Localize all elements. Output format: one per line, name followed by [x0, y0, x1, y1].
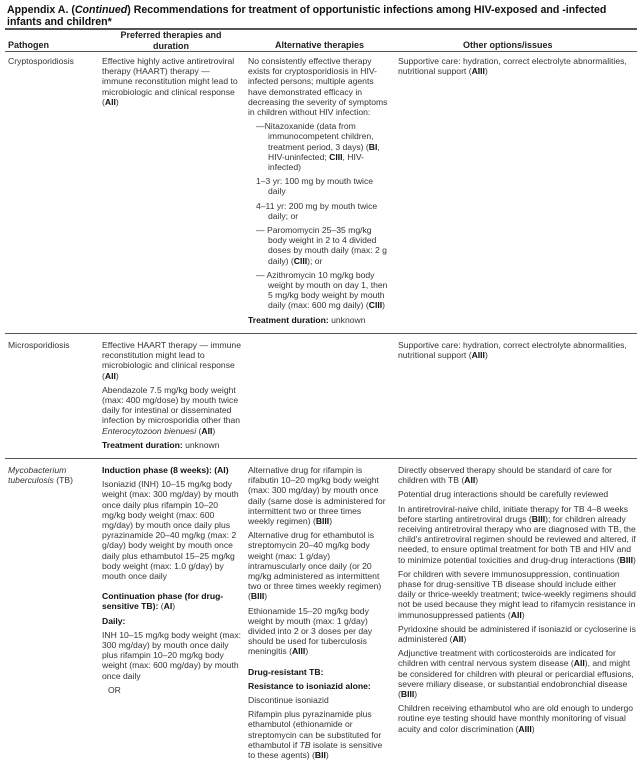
text-segment: ) — [382, 300, 386, 311]
paragraph — [102, 440, 242, 450]
text-segment: BI — [368, 141, 378, 152]
text-segment: unknown — [328, 314, 366, 325]
text-segment: ( — [196, 425, 202, 436]
paragraph — [102, 685, 242, 695]
text-segment: TB — [299, 739, 311, 750]
text-segment: ); for children already receiving antiretroviral therapy who are diagnosed with TB, the child's antiretroviral regimen should be reviewed and altered, if needed, to ensure optimal treatment for both TB and HIV and to minimize potential toxicities and drug-drug interactions ( — [398, 513, 636, 565]
text-segment: ) — [484, 350, 488, 361]
paragraph — [248, 201, 388, 221]
paragraph — [398, 465, 636, 485]
text-segment: Treatment duration: — [248, 314, 329, 325]
text-segment: — Azithromycin 10 mg/kg body weight by mouth on day 1, then 5 mg/kg body weight by mouth daily (max: 600 mg daily) ( — [256, 269, 388, 311]
text-segment: Enterocytozoon bienuesi — [102, 425, 197, 436]
paragraph — [248, 270, 388, 311]
text-segment: Adjunctive treatment with corticosteroids are indicated for children with central nervous system disease ( — [398, 648, 616, 669]
text-segment: BIII — [250, 591, 265, 602]
cell-other — [398, 465, 636, 738]
title-prefix: Appendix A. ( — [7, 4, 75, 16]
paragraph — [8, 56, 98, 66]
text-segment: No consistently effective therapy exists for cryptosporidiosis in HIV-infected persons; multiple agents have demonstrated efficacy in decreasing the severity of symptoms in children without HIV infection: — [248, 56, 388, 118]
text-segment: Daily: — [102, 615, 126, 626]
paragraph — [102, 465, 242, 475]
text-segment: AI — [163, 601, 173, 612]
text-segment: AIII — [518, 723, 532, 734]
header-other: Other options/issues — [463, 40, 553, 50]
text-segment: CIII — [368, 300, 383, 311]
paragraph — [8, 340, 98, 350]
paragraph — [248, 695, 388, 705]
paragraph — [248, 667, 388, 677]
header-rule — [5, 51, 637, 52]
text-segment: AIII — [471, 66, 485, 77]
paragraph — [398, 340, 636, 360]
text-segment: Alternative drug for rifampin is rifabutin 10–20 mg/kg body weight (max: 300 mg/day) by mouth once daily (same dose is administered for intermittent two or three times weekly regimen) ( — [248, 465, 386, 527]
paragraph — [102, 616, 242, 626]
text-segment: ) — [484, 66, 488, 77]
paragraph — [102, 340, 242, 381]
text-segment: AII — [104, 96, 116, 107]
text-segment: ); or — [307, 255, 323, 266]
text-segment: Ethionamide 15–20 mg/kg body weight by mouth (max: 1 g/day) divided into 2 or 3 doses per day should be used for tuberculosis meningitis ( — [248, 605, 373, 657]
text-segment: BIII — [531, 513, 546, 524]
paragraph — [102, 56, 242, 107]
text-segment: Directly observed therapy should be standard of care for children with TB ( — [398, 465, 613, 486]
paragraph — [398, 703, 636, 734]
row-rule — [5, 333, 637, 334]
text-segment: Potential drug interactions should be carefully reviewed — [398, 489, 609, 500]
text-segment: ) — [521, 609, 525, 620]
text-segment: BIII — [400, 689, 415, 700]
cell-preferred — [102, 340, 242, 454]
text-segment: Induction phase (8 weeks): ( — [102, 465, 218, 475]
text-segment: ) — [531, 723, 535, 734]
paragraph — [248, 176, 388, 196]
cell-other — [398, 56, 636, 80]
text-segment: Microsporidiosis — [8, 340, 70, 350]
text-segment: ) — [212, 425, 216, 436]
text-segment: ) — [475, 475, 479, 486]
paragraph — [398, 569, 636, 620]
paragraph — [248, 465, 388, 526]
paragraph — [248, 606, 388, 657]
text-segment: CIII — [293, 255, 308, 266]
text-segment: AII — [104, 370, 116, 381]
text-segment: Mycobacterium tuberculosis — [8, 465, 67, 486]
header-alternative: Alternative therapies — [275, 40, 365, 50]
cell-pathogen — [8, 340, 98, 354]
text-segment: In antiretroviral-naive child, initiate therapy for TB 4–8 weeks before starting antiretroviral drugs ( — [398, 503, 629, 524]
text-segment: ) — [225, 465, 229, 475]
paragraph — [398, 56, 636, 76]
text-segment: —Nitazoxanide (data from immunocompetent children, treatment period, 3 days) ( — [256, 121, 374, 152]
top-rule — [5, 28, 637, 30]
paragraph — [102, 591, 242, 611]
header-pathogen: Pathogen — [8, 40, 50, 50]
text-segment: AIII — [471, 350, 485, 361]
title-text: ) Recommendations for treatment of opportunistic infections among HIV-exposed and -infected infants and children* — [7, 4, 607, 28]
paragraph — [398, 624, 636, 644]
text-segment: Cryptosporidiosis — [8, 56, 74, 66]
text-segment: 4–11 yr: 200 mg by mouth twice daily; or — [256, 200, 378, 221]
text-segment: ) — [115, 96, 119, 107]
paragraph — [398, 648, 636, 699]
text-segment: ) — [305, 646, 309, 657]
text-segment: — Paromomycin 25–35 mg/kg body weight in 2 to 4 divided doses by mouth daily (max: 2 g daily) ( — [256, 225, 387, 266]
text-segment: AII — [201, 425, 213, 436]
text-segment: Rifampin plus pyrazinamide plus ethambutol (ethionamide or streptomycin can be substituted for ethambutol if — [248, 709, 382, 750]
paragraph — [102, 630, 242, 681]
text-segment: ( — [160, 601, 164, 612]
header-preferred: Preferred therapies and duration — [120, 30, 222, 51]
text-segment: ) — [633, 554, 636, 565]
cell-alternative — [248, 56, 388, 329]
paragraph — [8, 465, 98, 485]
paragraph — [248, 121, 388, 172]
text-segment: ) — [325, 750, 329, 761]
text-segment: BII — [314, 750, 326, 761]
table-title — [7, 4, 637, 28]
cell-pathogen — [8, 56, 98, 70]
text-segment: Effective HAART therapy — immune reconstitution might lead to microbiologic and clinical response ( — [102, 340, 241, 381]
text-segment: unknown — [182, 439, 220, 450]
text-segment: AII — [452, 634, 464, 645]
text-segment: ) — [172, 601, 176, 612]
paragraph — [248, 530, 388, 601]
text-segment: Discontinue isoniazid — [248, 695, 329, 706]
text-segment: Treatment duration: — [102, 439, 183, 450]
row-rule — [5, 458, 637, 459]
paragraph — [248, 709, 388, 760]
text-segment: AII — [510, 609, 522, 620]
text-segment: ) — [115, 370, 119, 381]
text-segment: isolate is sensitive to these agents) ( — [248, 739, 383, 761]
text-segment: BIII — [315, 516, 330, 527]
text-segment: ) — [414, 689, 418, 700]
text-segment: AI — [217, 465, 226, 475]
text-segment: , HIV-uninfected; — [268, 141, 380, 162]
text-segment: For children with severe immunosuppression, continuation phase for drug-sensitive TB disease should include either daily or thrice-weekly treatment; twice-weekly regimens should not be used because they might lead to rifamycin resistance in immunosuppressed patients ( — [398, 568, 636, 620]
text-segment: Supportive care: hydration, correct electrolyte abnormalities, nutritional support ( — [398, 340, 627, 361]
text-segment: Alternative drug for ethambutol is streptomycin 20–40 mg/kg body weight (max: 1 g/day) intramuscularly once daily (or 20 mg/kg administered as intermittent two or three times weekly regimen) ( — [248, 530, 382, 602]
text-segment: (TB) — [53, 475, 73, 486]
paragraph — [102, 385, 242, 436]
cell-alternative — [248, 465, 388, 764]
text-segment: 1–3 yr: 100 mg by mouth twice daily — [256, 176, 374, 197]
text-segment: ), and might be considered for children with pleural or pericardial effusions, severe miliary disease, or substantial endobronchial disease ( — [398, 658, 634, 700]
text-segment: ) — [329, 516, 333, 527]
text-segment: Isoniazid (INH) 10–15 mg/kg body weight (max: 300 mg/day) by mouth once daily plus rifampin 10–20 mg/kg body weight (max: 600 mg/day) by mouth once daily plus pyrazinamide 20–40 mg/kg (max: 2 g/day) body weight by mouth once daily plus ethambutol 15–25 mg/kg body weight (max: 1.0 g/day) by mouth once daily — [102, 479, 239, 582]
paragraph — [102, 479, 242, 581]
text-segment: AII — [464, 475, 476, 486]
paragraph — [398, 489, 636, 499]
paragraph — [398, 504, 636, 565]
paragraph — [248, 225, 388, 266]
text-segment: Supportive care: hydration, correct electrolyte abnormalities, nutritional support ( — [398, 56, 627, 77]
text-segment: OR — [108, 684, 121, 695]
text-segment: ) — [463, 634, 467, 645]
cell-preferred — [102, 465, 242, 699]
text-segment: Abendazole 7.5 mg/kg body weight (max: 400 mg/dose) by mouth twice daily for intestinal or disseminated infection by microsporidia other than — [102, 384, 241, 426]
text-segment: INH 10–15 mg/kg body weight (max: 300 mg/day) by mouth once daily plus rifampin 10–20 mg/kg body weight (max: 600 mg/day) by mouth once daily — [102, 629, 241, 681]
paragraph — [248, 315, 388, 325]
text-segment: BIII — [619, 554, 634, 565]
text-segment: Resistance to isoniazid alone: — [248, 680, 371, 691]
title-continued: Continued — [74, 4, 128, 16]
text-segment: Effective highly active antiretroviral therapy (HAART) therapy — immune reconstitution might lead to microbiologic and clinical response ( — [102, 56, 238, 107]
cell-other — [398, 340, 636, 364]
text-segment: AIII — [291, 646, 306, 657]
text-segment: AII — [573, 658, 585, 669]
text-segment: Drug-resistant TB: — [248, 666, 324, 677]
text-segment: Pyridoxine should be administered if isoniazid or cycloserine is administered ( — [398, 623, 636, 645]
cell-preferred — [102, 56, 242, 111]
cell-pathogen — [8, 465, 98, 489]
text-segment: ) — [264, 591, 268, 602]
text-segment: CIII — [329, 151, 343, 162]
paragraph — [248, 56, 388, 117]
text-segment: , HIV-infected) — [268, 151, 365, 173]
text-segment: Children receiving ethambutol who are old enough to undergo routine eye testing should have monthly monitoring of visual acuity and color discrimination ( — [398, 703, 634, 734]
text-segment: Continuation phase (for drug-sensitive TB): — [102, 591, 224, 612]
paragraph — [248, 681, 388, 691]
